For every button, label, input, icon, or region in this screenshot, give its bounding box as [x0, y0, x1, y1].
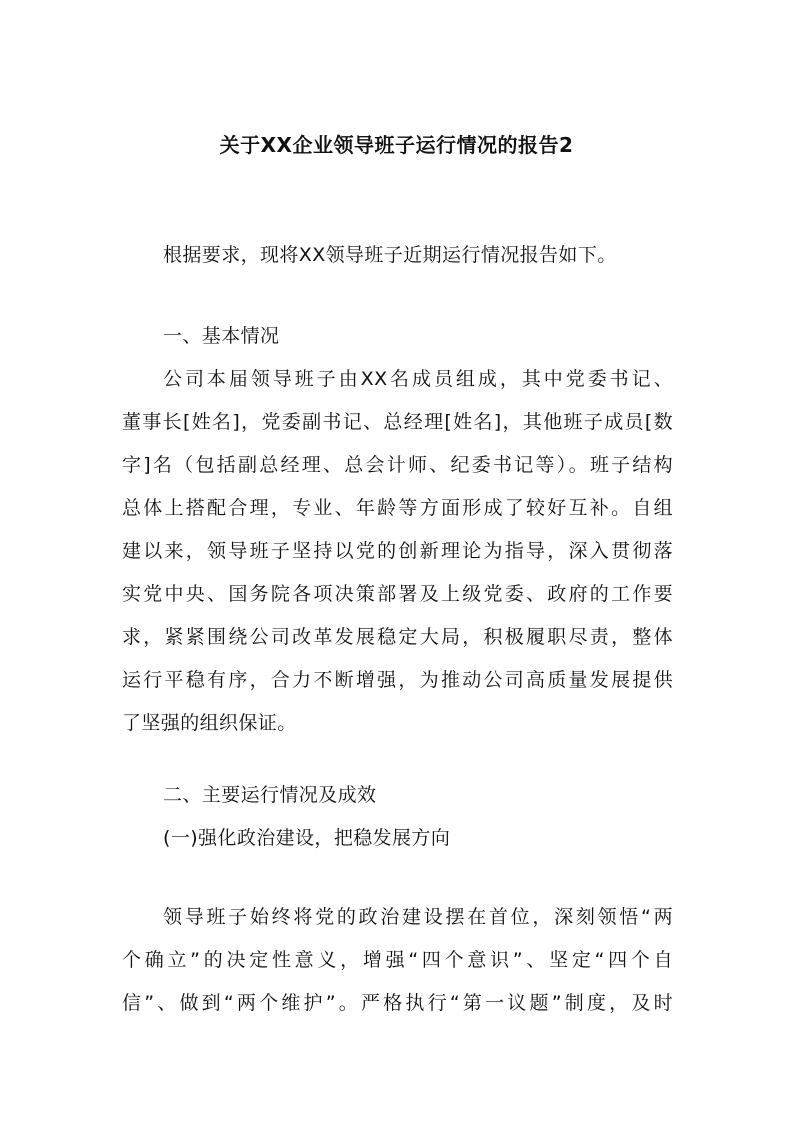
- paragraph-line: 实党中央、国务院各项决策部署及上级党委、政府的工作要: [122, 583, 673, 605]
- paragraph-line: 了坚强的组织保证。: [122, 712, 297, 734]
- paragraph-line: 求，紧紧围绕公司改革发展稳定大局，积极履职尽责，整体: [122, 626, 673, 648]
- section-2-heading: 二、主要运行情况及成效: [163, 784, 377, 806]
- intro-paragraph: 根据要求，现将XX领导班子近期运行情况报告如下。: [163, 244, 617, 266]
- paragraph-line: 运行平稳有序，合力不断增强，为推动公司高质量发展提供: [122, 669, 673, 691]
- paragraph-line: 个确立”的决定性意义，增强“四个意识”、坚定“四个自: [122, 949, 673, 971]
- paragraph-line: 信”、做到“两个维护”。严格执行“第一议题”制度，及时: [122, 992, 673, 1014]
- paragraph-line: 董事长[姓名]，党委副书记、总经理[姓名]，其他班子成员[数: [122, 411, 673, 433]
- paragraph-line: 字]名（包括副总经理、总会计师、纪委书记等）。班子结构: [122, 454, 673, 476]
- paragraph-line: 建以来，领导班子坚持以党的创新理论为指导，深入贯彻落: [122, 540, 673, 562]
- paragraph-line: 公司本届领导班子由XX名成员组成，其中党委书记、: [163, 368, 673, 390]
- paragraph-line: 总体上搭配合理，专业、年龄等方面形成了较好互补。自组: [122, 497, 673, 519]
- paragraph-line: 领导班子始终将党的政治建设摆在首位，深刻领悟“两: [163, 906, 673, 928]
- section-1-heading: 一、基本情况: [163, 325, 280, 347]
- document-title: 关于XX企业领导班子运行情况的报告2: [219, 133, 574, 157]
- section-2-subheading: (一)强化政治建设，把稳发展方向: [163, 827, 451, 849]
